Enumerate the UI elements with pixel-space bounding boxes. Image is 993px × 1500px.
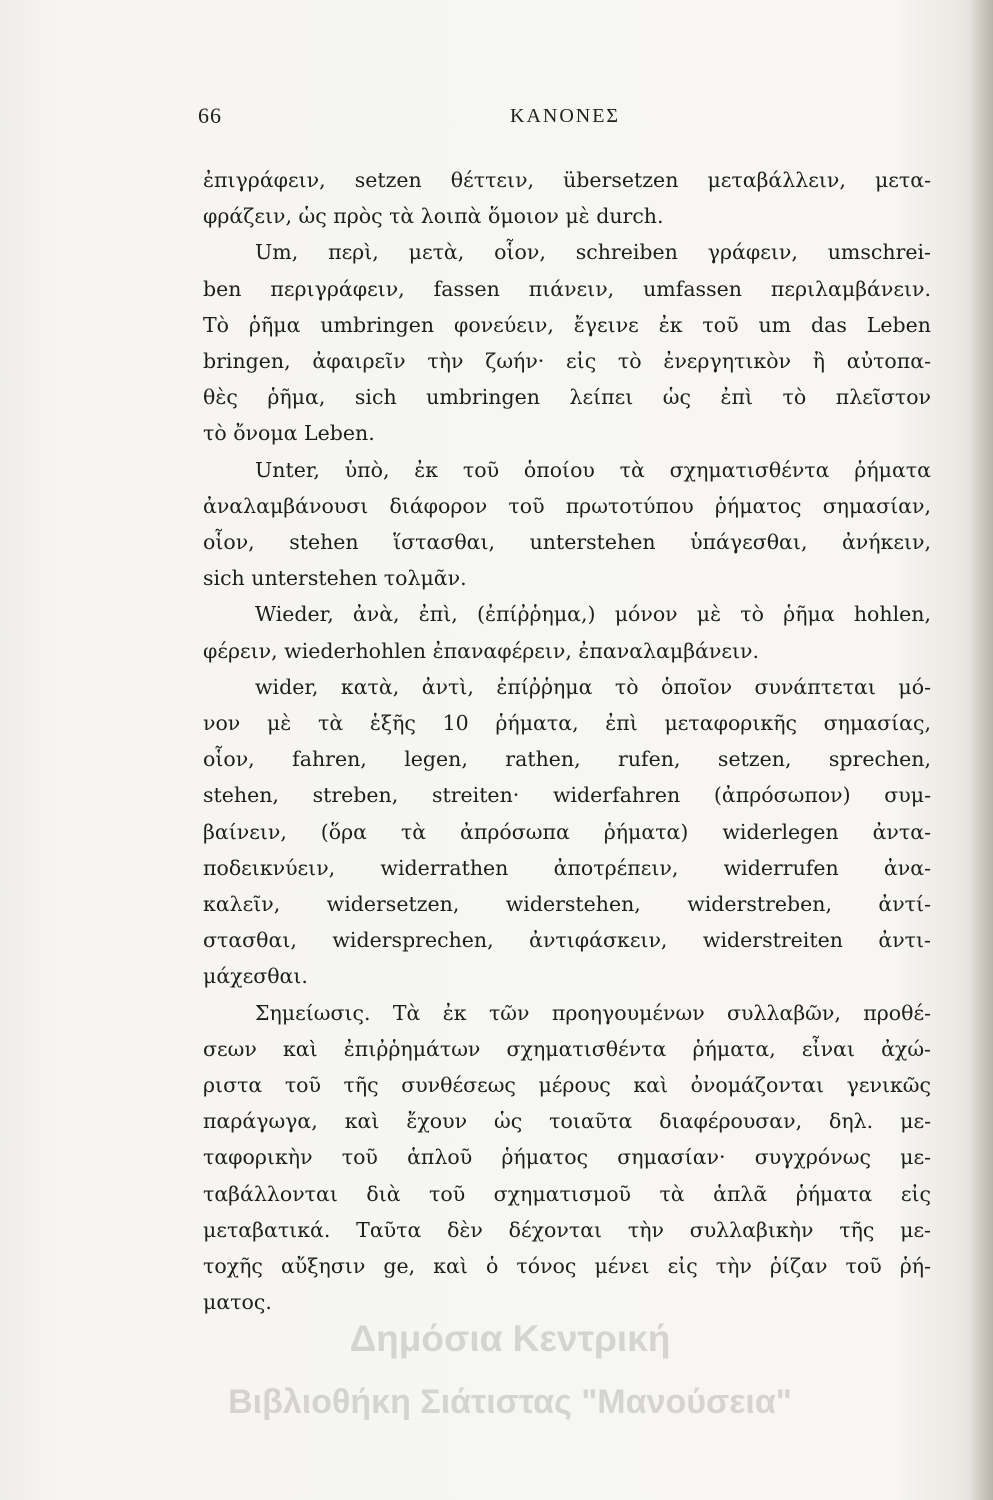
running-head <box>198 103 938 133</box>
text-line: Um, περὶ, μετὰ, οἷον, schreiben γράφειν, umschrei- <box>255 240 931 265</box>
text-line: σεων καὶ ἐπιῤῥημάτων σχηματισθέντα ῥήματα, εἶναι ἀχώ- <box>203 1036 931 1061</box>
text-line: ἀναλαμβάνουσι διάφορον τοῦ πρωτοτύπου ῥήματος σημασίαν, <box>203 493 931 518</box>
page-spine-shadow <box>971 0 993 1500</box>
body-text <box>203 162 931 1321</box>
text-line: μάχεσθαι. <box>203 964 308 989</box>
library-watermark-line-2: Βιβλιοθήκη Σιάτιστας "Μανούσεια" <box>228 1383 792 1421</box>
text-line: στασθαι, widersprechen, ἀντιφάσκειν, widerstreiten ἀντι- <box>203 928 931 953</box>
text-line: φέρειν, wiederhohlen ἐπαναφέρειν, ἐπαναλαμβάνειν. <box>203 638 760 663</box>
text-line: τὸ ὄνομα Leben. <box>203 421 375 446</box>
text-line: οἷον, stehen ἵστασθαι, unterstehen ὑπάγεσθαι, ἀνήκειν, <box>203 530 931 555</box>
text-line: bringen, ἀφαιρεῖν τὴν ζωήν· εἰς τὸ ἐνεργητικὸν ἢ αὐτοπα- <box>203 349 931 374</box>
text-line: θὲς ῥῆμα, sich umbringen λείπει ὡς ἐπὶ τὸ πλεῖστον <box>203 385 931 410</box>
text-line: sich unterstehen τολμᾶν. <box>203 566 467 591</box>
text-line: οἷον, fahren, legen, rathen, rufen, setzen, sprechen, <box>203 747 931 772</box>
running-title: ΚΑΝΟΝΕΣ <box>510 105 621 127</box>
library-watermark-line-1: Δημόσια Κεντρική <box>349 1318 671 1359</box>
text-line: ριστα τοῦ τῆς συνθέσεως μέρους καὶ ὀνομάζονται γενικῶς <box>203 1073 931 1098</box>
text-line: Σημείωσις. Τὰ ἐκ τῶν προηγουμένων συλλαβῶν, προθέ- <box>255 1000 931 1025</box>
text-line: ταβάλλονται διὰ τοῦ σχηματισμοῦ τὰ ἁπλᾶ ῥήματα εἰς <box>203 1181 931 1206</box>
text-line: παράγωγα, καὶ ἔχουν ὡς τοιαῦτα διαφέρουσαν, δηλ. με- <box>203 1109 931 1134</box>
text-line: νον μὲ τὰ ἑξῆς 10 ῥήματα, ἐπὶ μεταφορικῆς σημασίας, <box>203 711 931 736</box>
text-line: καλεῖν, widersetzen, widerstehen, widerstreben, ἀντί- <box>203 892 931 917</box>
text-line: Unter, ὑπὸ, ἐκ τοῦ ὁποίου τὰ σχηματισθέντα ῥήματα <box>255 457 931 482</box>
text-line: μεταβατικά. Ταῦτα δὲν δέχονται τὴν συλλαβικὴν τῆς με- <box>203 1217 931 1242</box>
text-line: wider, κατὰ, ἀντὶ, ἐπίῤῥημα τὸ ὁποῖον συνάπτεται μό- <box>255 674 931 699</box>
page-number: 66 <box>198 103 222 128</box>
text-line: ταφορικὴν τοῦ ἁπλοῦ ῥήματος σημασίαν· συγχρόνως με- <box>203 1145 931 1170</box>
text-line: ἐπιγράφειν, setzen θέττειν, übersetzen μεταβάλλειν, μετα- <box>203 168 931 192</box>
text-line: φράζειν, ὡς πρὸς τὰ λοιπὰ ὅμοιον μὲ durch. <box>203 204 664 229</box>
text-line: ben περιγράφειν, fassen πιάνειν, umfassen περιλαμβάνειν. <box>203 276 931 301</box>
text-line: Τὸ ῥῆμα umbringen φονεύειν, ἔγεινε ἐκ τοῦ um das Leben <box>203 312 931 337</box>
text-line: ματος. <box>203 1290 272 1315</box>
text-line: ποδεικνύειν, widerrathen ἀποτρέπειν, widerrufen ἀνα- <box>203 855 931 880</box>
text-line: stehen, streben, streiten· widerfahren (ἀπρόσωπον) συμ- <box>203 783 931 808</box>
text-line: τοχῆς αὔξησιν ge, καὶ ὁ τόνος μένει εἰς τὴν ῥίζαν τοῦ ῥή- <box>203 1254 931 1279</box>
text-line: βαίνειν, (ὅρα τὰ ἀπρόσωπα ῥήματα) widerlegen ἀντα- <box>203 819 931 844</box>
text-line: Wieder, ἀνὰ, ἐπὶ, (ἐπίῤῥημα,) μόνον μὲ τὸ ῥῆμα hohlen, <box>255 602 931 627</box>
